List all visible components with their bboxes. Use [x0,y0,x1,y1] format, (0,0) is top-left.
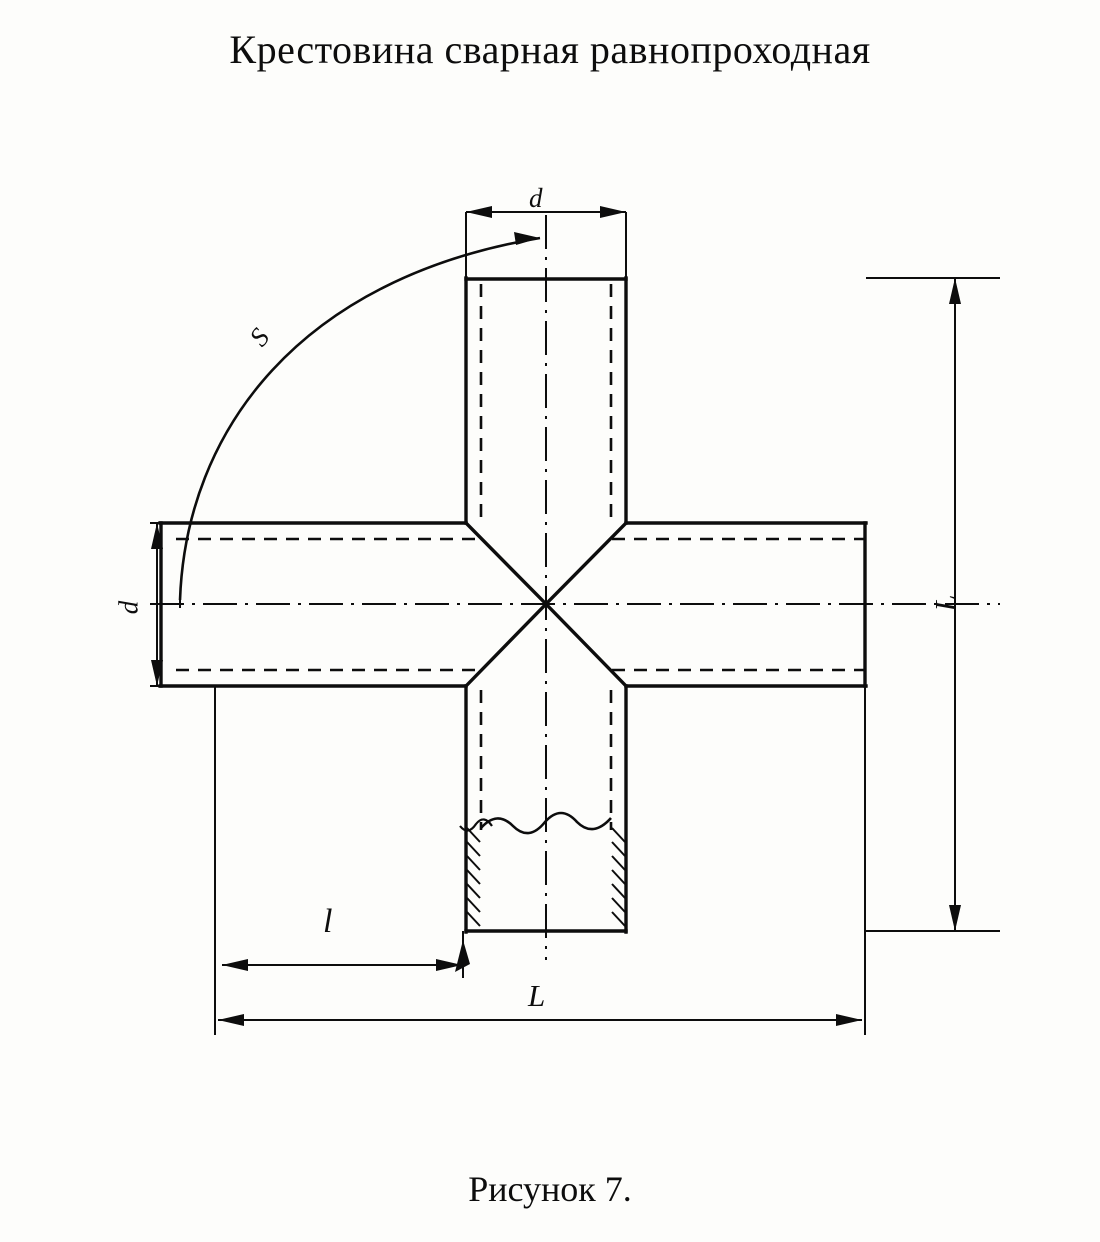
dimension-label-diameter-left: d [113,600,144,615]
dimension-label-length-horizontal: L [528,978,546,1013]
dimension-label-length-vertical: L [929,594,963,612]
dimension-label-diameter-top: d [529,183,543,213]
dimension-label-branch-length: l [323,903,333,940]
page-title: Крестовина сварная равнопроходная [229,27,871,72]
dimension-label-wall-thickness: S [243,322,276,352]
figure-caption: Рисунок 7. [468,1169,632,1209]
